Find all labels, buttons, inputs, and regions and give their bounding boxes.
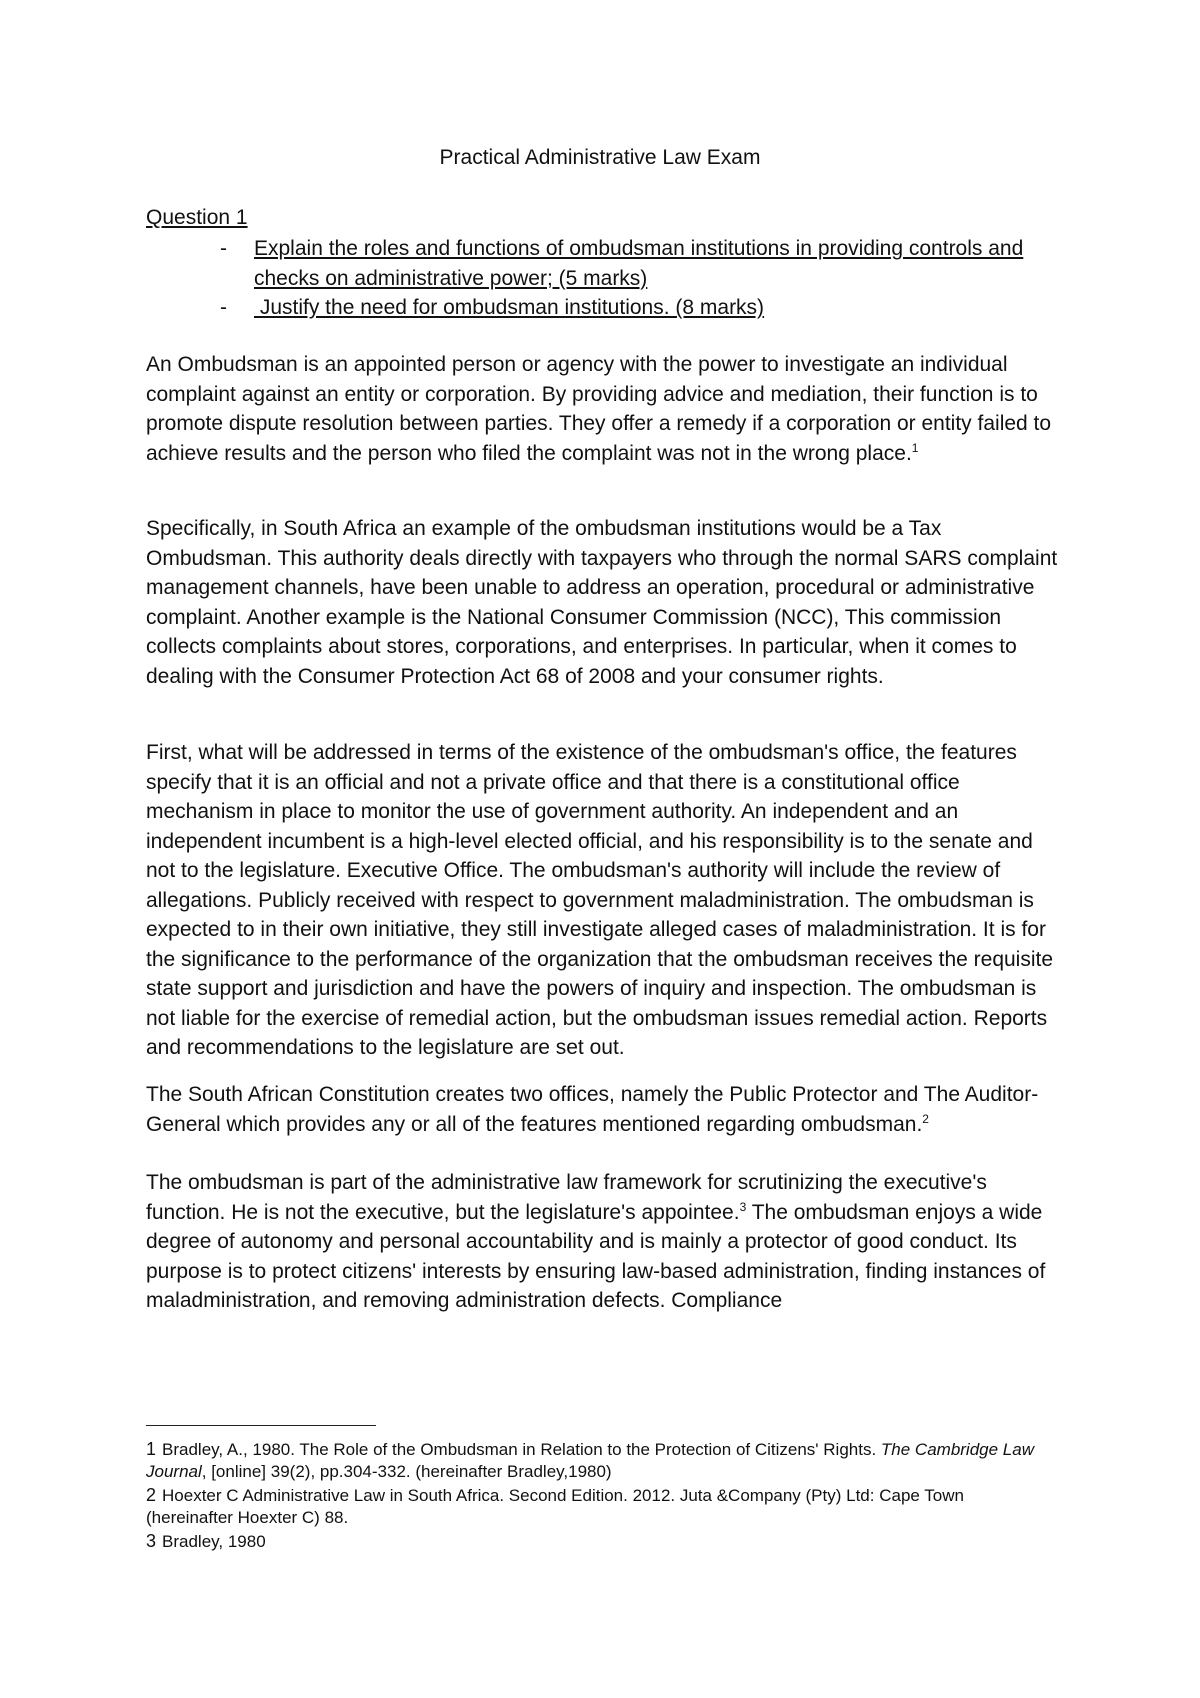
document-title: Practical Administrative Law Exam (439, 146, 761, 169)
footnote-number: 2 (146, 1485, 157, 1505)
paragraph-text: The ombudsman is part of the administrative law framework for scrutinizing the executive's function. He is not the executive, but the legislature's appointee. (146, 1171, 987, 1224)
question-item-text: Explain the roles and functions of ombudsman institutions in providing controls and checks on administrative power; (5 marks) (254, 237, 1024, 290)
paragraph (146, 514, 1066, 691)
bullet-dash: - (220, 237, 227, 260)
footnote-number: 1 (146, 1439, 157, 1459)
bullet-dash: - (220, 296, 227, 319)
footnote-number: 3 (146, 1531, 157, 1551)
footnotes (146, 1438, 1046, 1554)
paragraph (146, 350, 1066, 468)
footnote-text: Hoexter C Administrative Law in South Africa. Second Edition. 2012. Juta &Company (Pty) Ltd: Cape Town (hereinafter Hoexter C) 88. (146, 1486, 964, 1527)
question-item-text: Justify the need for ombudsman institutions. (8 marks) (254, 296, 765, 319)
paragraph-text: The South African Constitution creates two offices, namely the Public Protector and The Auditor-General which provides any or all of the features mentioned regarding ombudsman. (146, 1083, 1039, 1136)
paragraph (146, 1080, 1066, 1139)
footnote-ref: 3 (739, 1199, 747, 1214)
question-heading: Question 1 (146, 206, 248, 229)
footnote-ref: 2 (922, 1111, 929, 1126)
footnote (146, 1484, 1046, 1529)
footnote (146, 1438, 1046, 1483)
footnote-text: , [online] 39(2), pp.304-332. (hereinafter Bradley,1980) (201, 1462, 612, 1481)
paragraph-text: Specifically, in South Africa an example of the ombudsman institutions would be a Tax Ombudsman. This authority deals directly with taxpayers who through the normal SARS complaint management channels, have been unable to address an operation, procedural or administrative complaint. Another example is the National Consumer Commission (NCC), This commission collects complaints about stores, corporations, and enterprises. In particular, when it comes to dealing with the Consumer Protection Act 68 of 2008 and your consumer rights. (146, 517, 1058, 688)
paragraph-text: An Ombudsman is an appointed person or agency with the power to investigate an individual complaint against an entity or corporation. By providing advice and mediation, their function is to promote dispute resolution between parties. They offer a remedy if a corporation or entity failed to achieve results and the person who filed the complaint was not in the wrong place. (146, 353, 1052, 465)
footnote-ref: 1 (911, 440, 919, 455)
paragraph (146, 1168, 1066, 1316)
paragraph-text: The ombudsman enjoys a wide degree of autonomy and personal accountability and is mainly a protector of good conduct. Its purpose is to protect citizens' interests by ensuring law-based administration, finding instances of maladministration, and removing administration defects. Compliance (146, 1200, 1046, 1312)
question-item (146, 293, 1046, 323)
footnote-divider (146, 1425, 376, 1426)
footnote-journal: The Cambridge Law Journal (146, 1440, 1034, 1481)
paragraph (146, 738, 1066, 1063)
question-item (146, 234, 1046, 293)
paragraph-text: First, what will be addressed in terms of the existence of the ombudsman's office, the features specify that it is an official and not a private office and that there is a constitutional office mechanism in place to monitor the use of government authority. An independent and an independent incumbent is a high-level elected official, and his responsibility is to the senate and not to the legislature. Executive Office. The ombudsman's authority will include the review of allegations. Publicly received with respect to government maladministration. The ombudsman is expected to in their own initiative, they still investigate alleged cases of maladministration. It is for the significance to the performance of the organization that the ombudsman receives the requisite state support and jurisdiction and have the powers of inquiry and inspection. The ombudsman is not liable for the exercise of remedial action, but the ombudsman issues remedial action. Reports and recommendations to the legislature are set out. (146, 741, 1054, 1059)
footnote-text: Bradley, A., 1980. The Role of the Ombudsman in Relation to the Protection of Citizens' Rights. (162, 1440, 881, 1459)
footnote (146, 1530, 1046, 1553)
question-list (146, 234, 1046, 323)
footnote-text: Bradley, 1980 (162, 1532, 266, 1551)
